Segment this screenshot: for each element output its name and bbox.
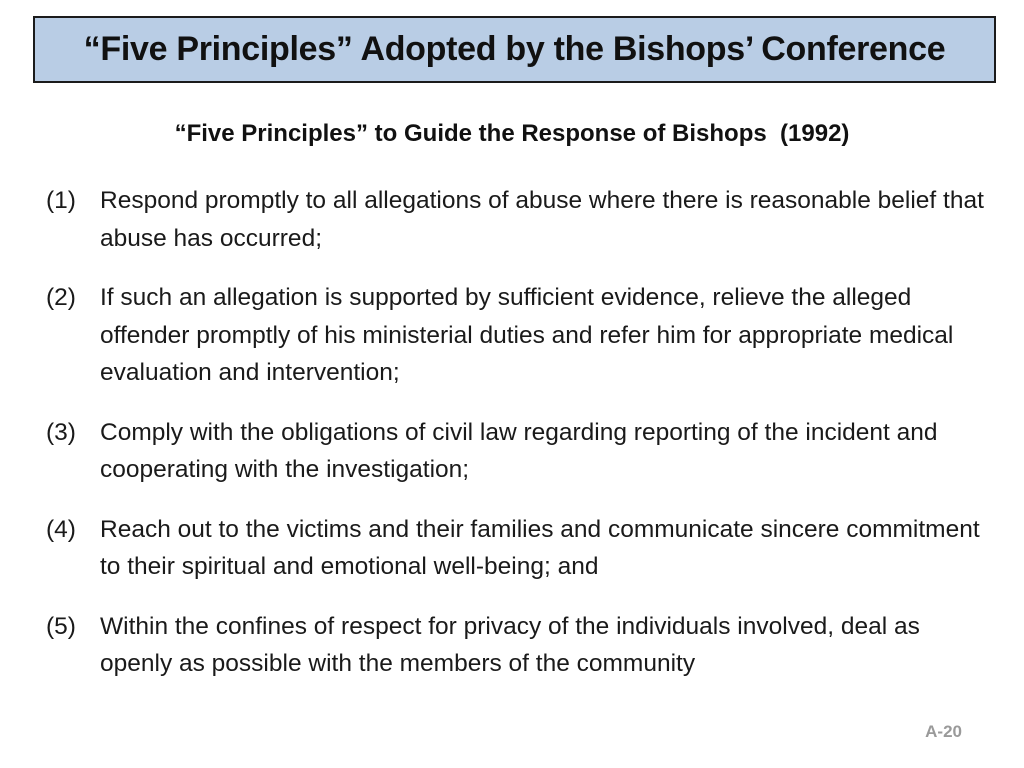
page-number: A-20 <box>925 722 962 741</box>
list-item-text: Reach out to the victims and their families and communicate sincere commitment to their spiritual and emotional well-being; and <box>100 515 980 580</box>
list-item <box>46 511 986 586</box>
slide-title: “Five Principles” Adopted by the Bishops’ Conference <box>83 30 946 68</box>
list-item-number: (4) <box>46 515 76 543</box>
list-item-text: Within the confines of respect for privacy of the individuals involved, deal as openly as possible with the members of the community <box>100 612 920 677</box>
list-item <box>46 608 986 683</box>
slide-subtitle: “Five Principles” to Guide the Response of Bishops (1992) <box>174 120 850 147</box>
title-banner <box>33 16 996 83</box>
list-item-text: If such an allegation is supported by sufficient evidence, relieve the alleged offender promptly of his ministerial duties and refer him for appropriate medical evaluation and intervention; <box>100 284 954 386</box>
list-item <box>46 182 986 257</box>
list-item-number: (1) <box>46 187 76 214</box>
principles-list <box>46 182 986 705</box>
list-item-number: (2) <box>46 284 76 311</box>
list-item-number: (5) <box>46 612 76 640</box>
list-item <box>46 414 986 489</box>
list-item-number: (3) <box>46 418 76 446</box>
list-item-text: Comply with the obligations of civil law regarding reporting of the incident and cooperating with the investigation; <box>100 418 938 483</box>
list-item-text: Respond promptly to all allegations of abuse where there is reasonable belief that abuse has occurred; <box>100 187 984 252</box>
list-item <box>46 279 986 392</box>
